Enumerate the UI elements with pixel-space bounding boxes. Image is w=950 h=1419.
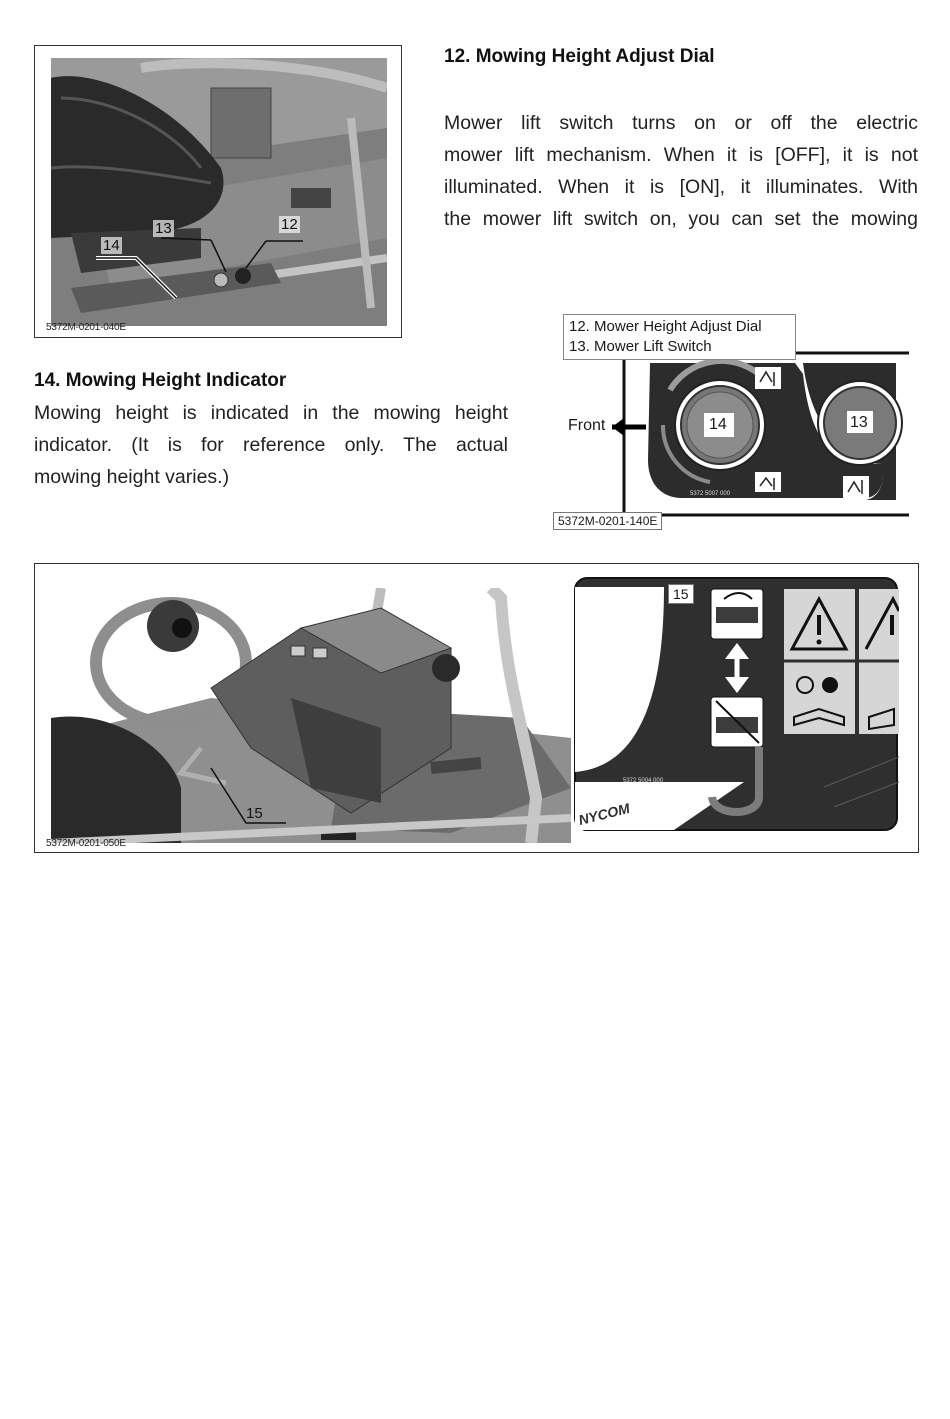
panel-part-number: 5372 5007 000 xyxy=(690,491,731,497)
legend-item-12: 12. Mower Height Adjust Dial xyxy=(569,318,762,335)
callout-12: 12 xyxy=(281,216,298,233)
section-14-line: mowing height varies.) xyxy=(34,466,230,488)
section-12-body xyxy=(444,107,918,235)
figure-2-legend xyxy=(563,314,796,360)
decal-15-label: 15 xyxy=(668,584,694,604)
figure-3-illustration xyxy=(51,588,571,843)
figure-1-illustration xyxy=(51,58,387,326)
callout-15: 15 xyxy=(246,805,263,822)
section-12-heading: 12. Mowing Height Adjust Dial xyxy=(444,46,715,67)
section-14-heading: 14. Mowing Height Indicator xyxy=(34,370,287,391)
section-14-line: indicator. (It is for reference only. The actual xyxy=(34,434,508,456)
front-label: Front xyxy=(568,417,606,434)
figure-3-frame xyxy=(34,563,919,853)
section-12-line: mower lift mechanism. When it is [OFF], it is not xyxy=(444,144,918,166)
figure-3-decal xyxy=(574,577,899,832)
brand-logo: NYCOM xyxy=(576,799,632,829)
callout-13: 13 xyxy=(155,220,172,237)
switch-13-label: 13 xyxy=(850,414,868,431)
section-12-line: illuminated. When it is [ON], it illuminates. With xyxy=(444,176,918,198)
section-14-body xyxy=(34,397,508,493)
figure-1-code: 5372M-0201-040E xyxy=(46,322,126,333)
decal-part-number: 5372 5004 000 xyxy=(623,778,664,784)
section-14-line: Mowing height is indicated in the mowing height xyxy=(34,402,508,424)
figure-3-code: 5372M-0201-050E xyxy=(46,838,126,849)
callout-14: 14 xyxy=(103,237,120,254)
dial-14-label: 14 xyxy=(709,416,727,433)
legend-item-13: 13. Mower Lift Switch xyxy=(569,338,712,355)
figure-1-frame xyxy=(34,45,402,338)
section-12-line: Mower lift switch turns on or off the electric xyxy=(444,112,918,134)
section-12-line: the mower lift switch on, you can set the mowing xyxy=(444,208,918,230)
figure-2-code: 5372M-0201-140E xyxy=(553,512,662,530)
